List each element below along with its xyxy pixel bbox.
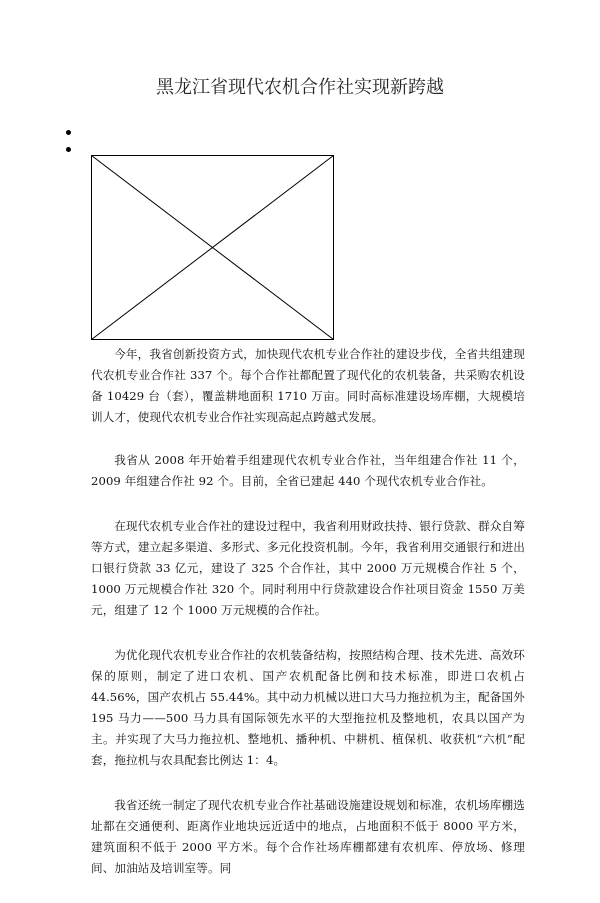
bullet-list — [66, 124, 76, 158]
paragraph: 在现代农机专业合作社的建设过程中，我省利用财政扶持、银行贷款、群众自筹等方式，建立起多渠道、多形式、多元化投资机制。今年，我省利用交通银行和进出口银行贷款 33 亿元，建设了 325 个合作社，其中 2000 万元规模合作社 5 个，1000 万元规模合作社 320 个。同时利用中行贷款建设合作社项目资金 1550 万美元，组建了 12 个 1000 万元规模的合作社。 — [91, 519, 525, 617]
paragraph: 为优化现代农机专业合作社的农机装备结构，按照结构合理、技术先进、高效环保的原则，制定了进口农机、国产农机配备比例和技术标准，即进口农机占 44.56%，国产农机占 55.44%。其中动力机械以进口大马力拖拉机为主，配备国外 195 马力——500 马力具有国际领先水平的大型拖拉机及整地机，农具以国产为主。并实现了大马力拖拉机、整地机、播种机、中耕机、植保机、收获机“六机”配套，拖拉机与农具配套比例达 1：4。 — [91, 648, 525, 767]
document-title: 黑龙江省现代农机合作社实现新跨越 — [156, 77, 444, 98]
paragraph: 今年，我省创新投资方式，加快现代农机专业合作社的建设步伐，全省共组建现代农机专业合作社 337 个。每个合作社都配置了现代化的农机装备，共采购农机设备 10429 台（套），覆盖耕地面积 1710 万亩。同时高标准建设场库棚，大规模培训人才，使现代农机专业合作社实现高起点跨越式发展。 — [91, 347, 525, 424]
missing-image-placeholder — [91, 155, 334, 340]
bullet-item — [66, 124, 76, 141]
paragraph: 我省还统一制定了现代农机专业合作社基础设施建设规划和标准，农机场库棚选址都在交通便利、距离作业地块远近适中的地点，占地面积不低于 8000 平方米，建筑面积不低于 2000 平方米。每个合作社场库棚都建有农机库、停放场、修理间、加油站及培训室等。同 — [91, 798, 525, 875]
paragraph: 我省从 2008 年开始着手组建现代农机专业合作社，当年组建合作社 11 个，2009 年组建合作社 92 个。目前，全省已建起 440 个现代农机专业合作社。 — [91, 453, 525, 488]
bullet-item — [66, 141, 76, 158]
article-body — [91, 344, 525, 903]
